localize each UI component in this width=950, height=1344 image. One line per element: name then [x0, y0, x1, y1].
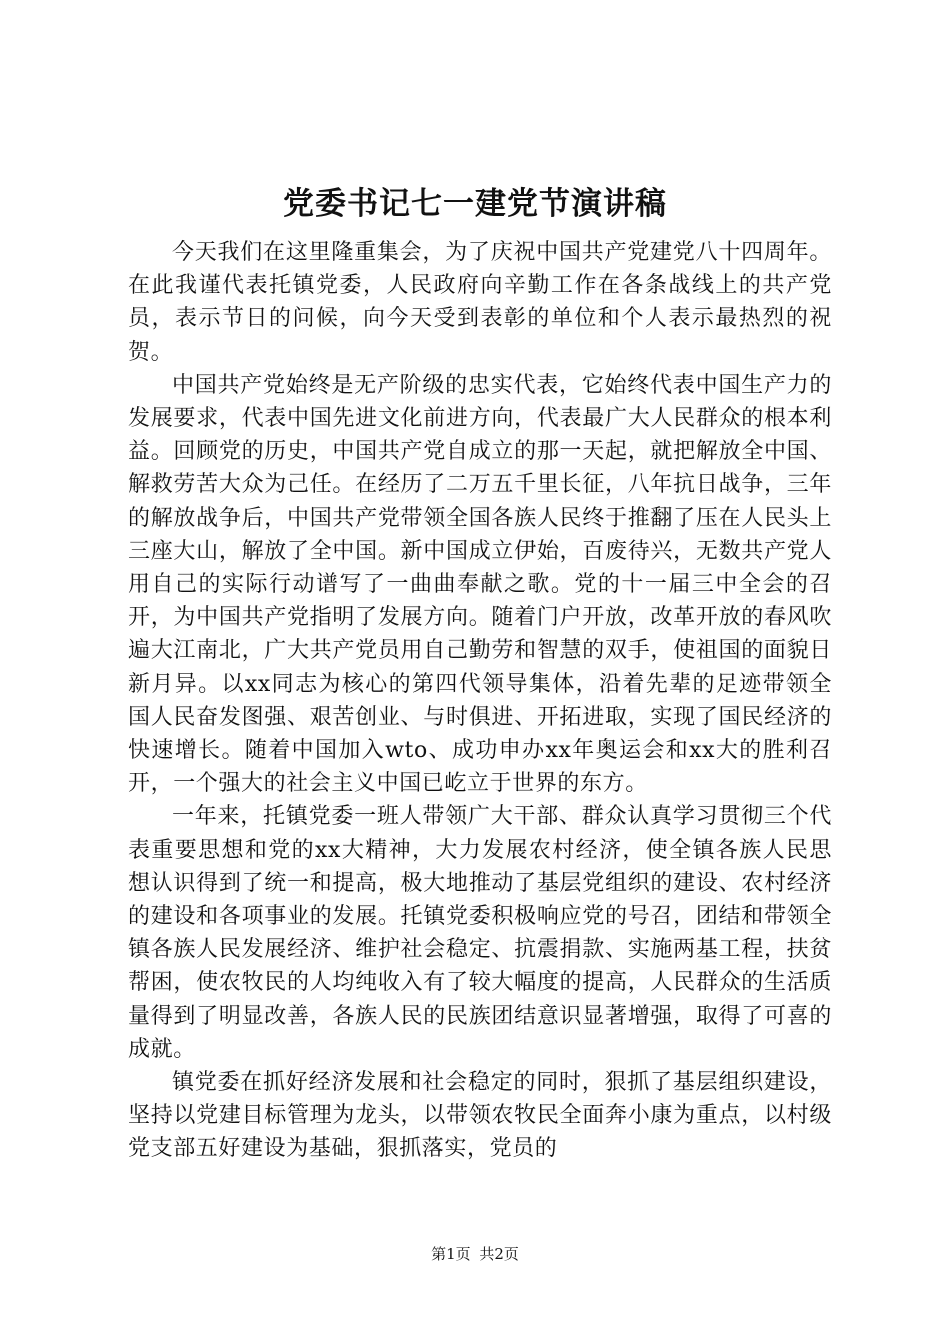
- page-footer: [0, 1243, 950, 1265]
- paragraph-3: 一年来，托镇党委一班人带领广大干部、群众认真学习贯彻三个代表重要思想和党的xx大精神，大力发展农村经济，使全镇各族人民思想认识得到了统一和提高，极大地推动了基层党组织的建设、农村经济的建设和各项事业的发展。托镇党委积极响应党的号召，团结和带领全镇各族人民发展经济、维护社会稳定、抗震捐款、实施两基工程，扶贫帮困，使农牧民的人均纯收入有了较大幅度的提高，人民群众的生活质量得到了明显改善，各族人民的民族团结意识显著增强，取得了可喜的成就。: [128, 804, 832, 1062]
- paragraph-4: 镇党委在抓好经济发展和社会稳定的同时，狠抓了基层组织建设，坚持以党建目标管理为龙头，以带领农牧民全面奔小康为重点，以村级党支部五好建设为基础，狠抓落实，党员的: [128, 1070, 832, 1162]
- page-number-total: 共2页: [479, 1245, 519, 1263]
- page-number-current: 第1页: [431, 1245, 471, 1263]
- document-body: [128, 236, 832, 1166]
- paragraph-1: 今天我们在这里隆重集会，为了庆祝中国共产党建党八十四周年。在此我谨代表托镇党委，人民政府向辛勤工作在各条战线上的共产党员，表示节日的问候，向今天受到表彰的单位和个人表示最热烈的祝贺。: [128, 240, 832, 365]
- paragraph-2: 中国共产党始终是无产阶级的忠实代表，它始终代表中国生产力的发展要求，代表中国先进文化前进方向，代表最广大人民群众的根本利益。回顾党的历史，中国共产党自成立的那一天起，就把解放全中国、解救劳苦大众为己任。在经历了二万五千里长征，八年抗日战争，三年的解放战争后，中国共产党带领全国各族人民终于推翻了压在人民头上三座大山，解放了全中国。新中国成立伊始，百废待兴，无数共产党人用自己的实际行动谱写了一曲曲奉献之歌。党的十一届三中全会的召开，为中国共产党指明了发展方向。随着门户开放，改革开放的春风吹遍大江南北，广大共产党员用自己勤劳和智慧的双手，使祖国的面貌日新月异。以xx同志为核心的第四代领导集体，沿着先辈的足迹带领全国人民奋发图强、艰苦创业、与时俱进、开拓进取，实现了国民经济的快速增长。随着中国加入wto、成功申办xx年奥运会和xx大的胜利召开，一个强大的社会主义中国已屹立于世界的东方。: [128, 372, 832, 797]
- document-title: 党委书记七一建党节演讲稿: [283, 186, 667, 222]
